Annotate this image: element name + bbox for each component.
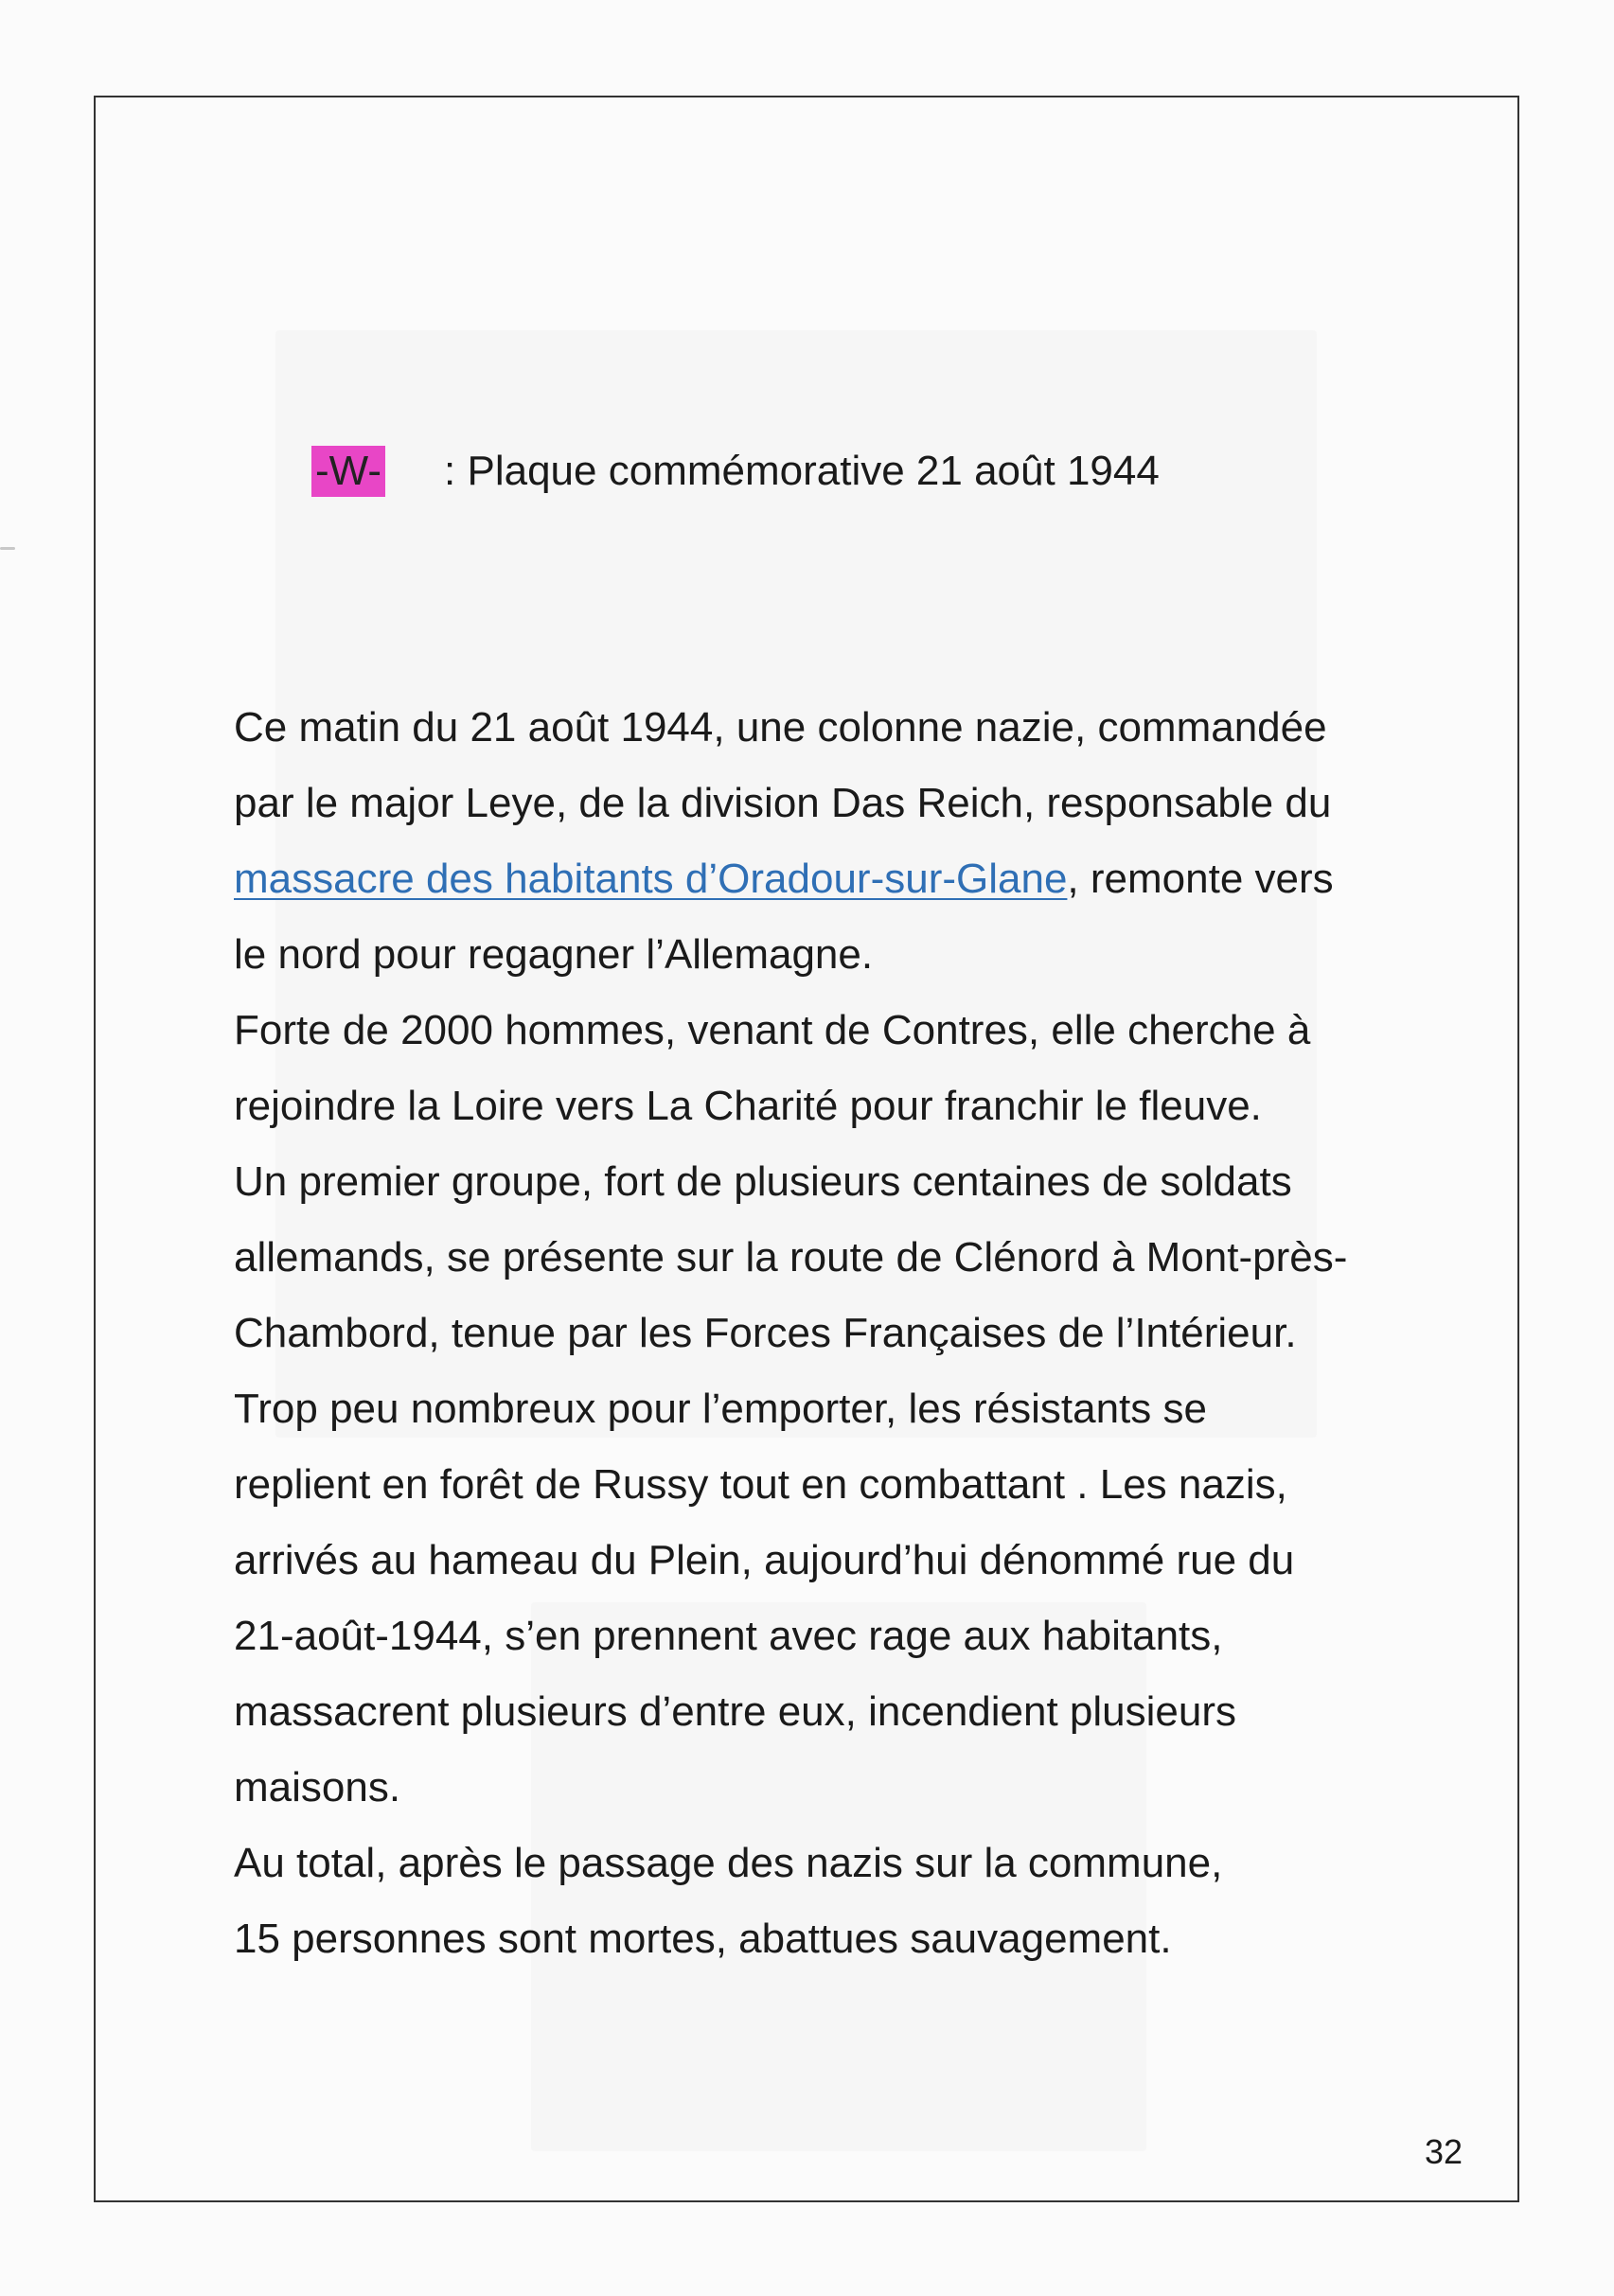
text-line: Ce matin du 21 août 1944, une colonne nazie, commandée	[234, 704, 1327, 751]
text-line: massacrent plusieurs d’entre eux, incendient plusieurs	[234, 1688, 1237, 1735]
body-paragraph	[234, 690, 1578, 1977]
text-line: 15 personnes sont mortes, abattues sauvagement.	[234, 1916, 1172, 1962]
text-line: maisons.	[234, 1764, 401, 1810]
section-title: : Plaque commémorative 21 août 1944	[444, 448, 1160, 494]
section-marker-badge: -W-	[311, 446, 385, 497]
text-line: par le major Leye, de la division Das Reich, responsable du	[234, 780, 1332, 826]
text-line: Chambord, tenue par les Forces Françaises de l’Intérieur.	[234, 1310, 1297, 1356]
text-line: rejoindre la Loire vers La Charité pour franchir le fleuve.	[234, 1083, 1262, 1129]
text-line: Forte de 2000 hommes, venant de Contres, elle cherche à	[234, 1007, 1311, 1053]
text-line: arrivés au hameau du Plein, aujourd’hui dénommé rue du	[234, 1537, 1295, 1583]
text-fragment: , remonte vers	[1067, 856, 1334, 902]
scan-speck	[0, 547, 15, 550]
oradour-massacre-link[interactable]: massacre des habitants d’Oradour-sur-Glane	[234, 856, 1068, 902]
text-line: replient en forêt de Russy tout en combattant . Les nazis,	[234, 1461, 1287, 1508]
text-line: Au total, après le passage des nazis sur la commune,	[234, 1840, 1223, 1886]
text-line: Trop peu nombreux pour l’emporter, les résistants se	[234, 1386, 1207, 1432]
text-line: Un premier groupe, fort de plusieurs centaines de soldats	[234, 1158, 1292, 1205]
text-line	[234, 841, 1578, 917]
page-frame	[94, 96, 1519, 2202]
page-number: 32	[1424, 2132, 1463, 2171]
text-line: 21-août-1944, s’en prennent avec rage aux habitants,	[234, 1613, 1223, 1659]
text-line: allemands, se présente sur la route de Clénord à Mont-près-	[234, 1234, 1348, 1280]
section-heading	[311, 445, 1160, 498]
text-line: le nord pour regagner l’Allemagne.	[234, 931, 874, 978]
